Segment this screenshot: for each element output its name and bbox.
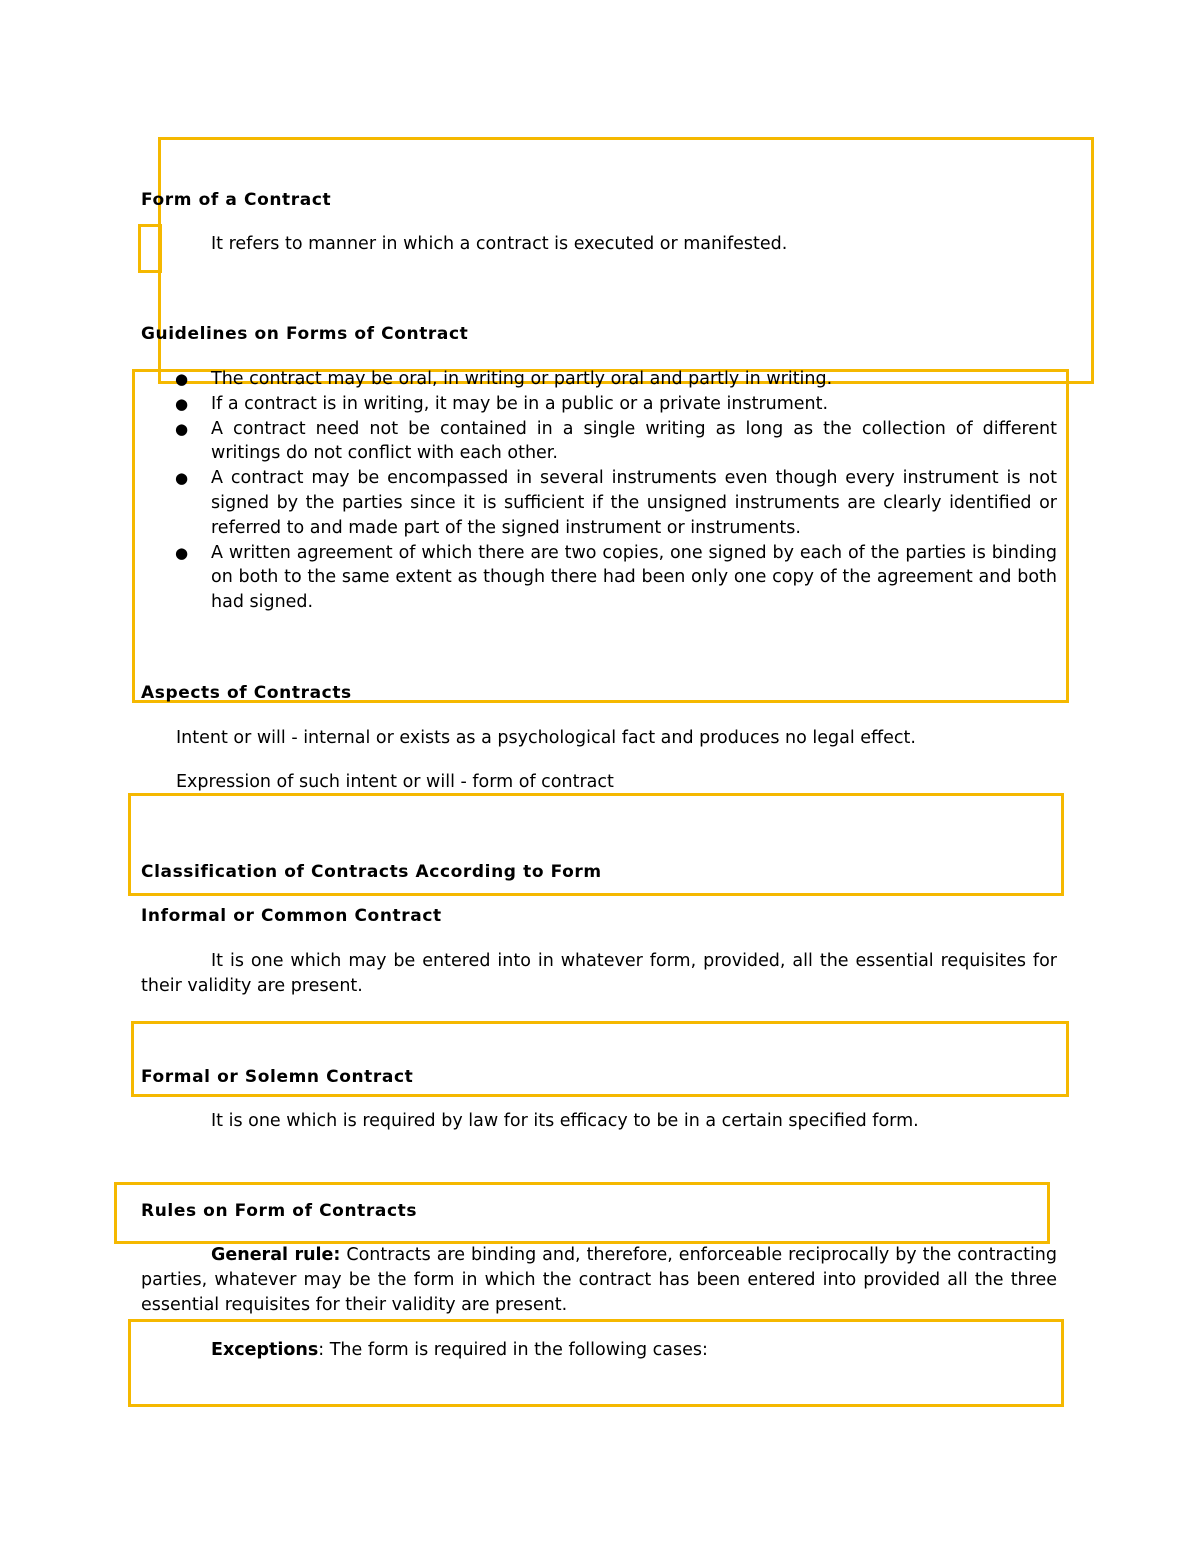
heading-formal-contract: Formal or Solemn Contract — [141, 1067, 414, 1087]
list-item: ● A written agreement of which there are two copies, one signed by each of the parties is binding on both to the same extent as though there had been only one copy of the agreement and both had signed. — [175, 542, 1057, 613]
heading-form-of-contract: Form of a Contract — [141, 190, 332, 210]
highlight-box-small-marker — [138, 224, 162, 273]
list-item: ● A contract may be encompassed in several instruments even though every instrument is not signed by the parties since it is sufficient if the unsigned instruments are clearly identified or referred to and made part of the signed instrument or instruments. — [175, 468, 1057, 538]
bullet-icon: ● — [175, 394, 189, 413]
informal-contract-text: It is one which may be entered into in whatever form, provided, all the essential requisites for their validity are present. — [141, 951, 1057, 996]
aspect-expression-text: Expression of such intent or will - form of contract — [176, 772, 614, 792]
guidelines-list — [175, 367, 1057, 615]
bullet-icon: ● — [175, 419, 189, 438]
formal-contract-text: It is one which is required by law for its efficacy to be in a certain specified form. — [211, 1111, 919, 1131]
bullet-icon: ● — [175, 469, 189, 488]
bullet-icon: ● — [175, 370, 189, 388]
aspect-intent-text: Intent or will - internal or exists as a psychological fact and produces no legal effect. — [176, 728, 916, 748]
exceptions-label: Exceptions — [211, 1340, 319, 1360]
general-rule-label: General rule: — [211, 1245, 341, 1265]
exceptions-paragraph — [211, 1338, 708, 1363]
highlight-box-form-definition — [158, 137, 1094, 384]
bullet-icon: ● — [175, 543, 189, 562]
heading-informal-contract: Informal or Common Contract — [141, 906, 442, 926]
list-item: ● A contract need not be contained in a single writing as long as the collection of different writings do not conflict with each other. — [175, 418, 1057, 464]
list-item: ● The contract may be oral, in writing or partly oral and partly in writing. — [175, 367, 1057, 392]
exceptions-text: : The form is required in the following cases: — [318, 1340, 708, 1360]
heading-guidelines: Guidelines on Forms of Contract — [141, 324, 469, 344]
general-rule-text: Contracts are binding and, therefore, enforceable reciprocally by the contracting parties, whatever may be the form in which the contract has been entered into provided all the three essential requisites for their validity are present. — [141, 1245, 1058, 1315]
highlight-box-exceptions — [128, 1319, 1064, 1407]
general-rule-paragraph — [141, 1243, 1057, 1317]
form-definition-text: It refers to manner in which a contract is executed or manifested. — [211, 234, 788, 254]
list-item: ● If a contract is in writing, it may be in a public or a private instrument. — [175, 392, 1057, 417]
heading-classification: Classification of Contracts According to Form — [141, 862, 602, 882]
heading-rules: Rules on Form of Contracts — [141, 1201, 418, 1221]
heading-aspects: Aspects of Contracts — [141, 683, 352, 703]
